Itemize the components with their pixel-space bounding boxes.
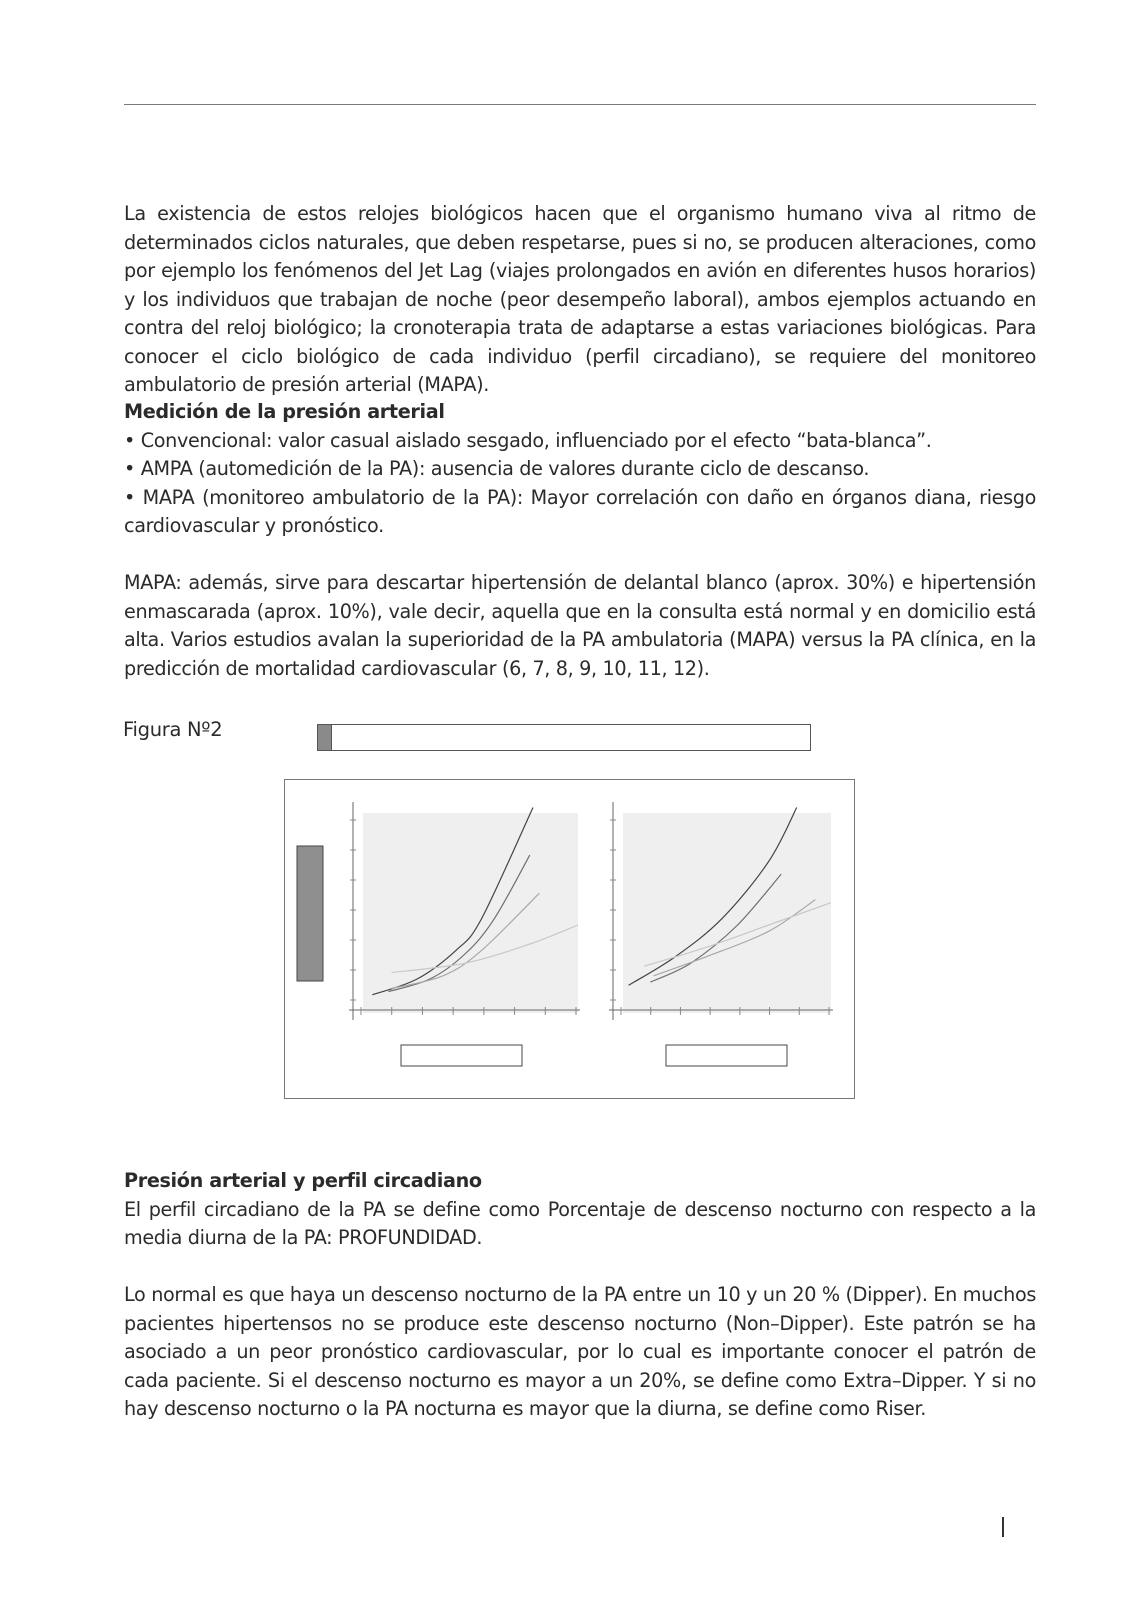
chart-panel-left bbox=[349, 802, 580, 1020]
perfil-paragraph: El perfil circadiano de la PA se define como Porcentaje de descenso nocturno con respecto a la media diurna de la PA: PROFUNDIDAD. bbox=[124, 1197, 1036, 1249]
figure-chart-svg bbox=[285, 780, 854, 1098]
bullet-convencional: • Convencional: valor casual aislado sesgado, influenciado por el efecto “bata-blanca”. bbox=[124, 428, 932, 452]
medicion-heading: Medición de la presión arterial bbox=[124, 400, 445, 423]
dipper-section bbox=[124, 1281, 1036, 1424]
medicion-section bbox=[124, 398, 1036, 541]
mapa-section bbox=[124, 569, 1036, 683]
page-marker bbox=[1002, 1517, 1004, 1537]
dipper-paragraph: Lo normal es que haya un descenso nocturno de la PA entre un 10 y un 20 % (Dipper). En muchos pacientes hipertensos no se produce este descenso nocturno (Non–Dipper). Este patrón se ha asociado a un peor pronóstico cardiovascular, por lo cual es importante conocer el patrón de cada paciente. Si el descenso nocturno es mayor a un 20%, se define como Extra–Dipper. Y si no hay descenso nocturno o la PA nocturna es mayor que la diurna, se define como Riser. bbox=[124, 1283, 1036, 1420]
chart-panel-right bbox=[609, 802, 833, 1020]
perfil-heading: Presión arterial y perfil circadiano bbox=[124, 1169, 482, 1192]
plot-area bbox=[363, 813, 578, 1013]
figure-title-bar bbox=[317, 724, 811, 751]
x-label-box-right bbox=[666, 1045, 787, 1066]
bullet-ampa: • AMPA (automedición de la PA): ausencia de valores durante ciclo de descanso. bbox=[124, 457, 870, 480]
figure-title-tab bbox=[318, 725, 332, 750]
header-rule bbox=[124, 104, 1036, 105]
intro-section bbox=[124, 200, 1036, 400]
figure-label: Figura Nº2 bbox=[123, 718, 223, 741]
x-label-box-left bbox=[401, 1045, 522, 1066]
y-legend-bar bbox=[297, 846, 323, 981]
mapa-paragraph: MAPA: además, sirve para descartar hipertensión de delantal blanco (aprox. 30%) e hipertensión enmascarada (aprox. 10%), vale decir, aquella que en la consulta está normal y en domicilio está alta. Varios estudios avalan la superioridad de la PA ambulatoria (MAPA) versus la PA clínica, en la predicción de mortalidad cardiovascular (6, 7, 8, 9, 10, 11, 12). bbox=[124, 571, 1036, 680]
figure-frame bbox=[284, 779, 855, 1099]
bullet-mapa: • MAPA (monitoreo ambulatorio de la PA): Mayor correlación con daño en órganos diana, riesgo cardiovascular y pronóstico. bbox=[124, 485, 1036, 537]
intro-paragraph: La existencia de estos relojes biológicos hacen que el organismo humano viva al ritmo de determinados ciclos naturales, que deben respetarse, pues si no, se producen alteraciones, como por ejemplo los fenómenos del Jet Lag (viajes prolongados en avión en diferentes husos horarios) y los individuos que trabajan de noche (peor desempeño laboral), ambos ejemplos actuando en contra del reloj biológico; la cronoterapia trata de adaptarse a estas variaciones biológicas. Para conocer el ciclo biológico de cada individuo (perfil circadiano), se requiere del monitoreo ambulatorio de presión arterial (MAPA). bbox=[124, 202, 1036, 396]
perfil-section bbox=[124, 1167, 1036, 1253]
